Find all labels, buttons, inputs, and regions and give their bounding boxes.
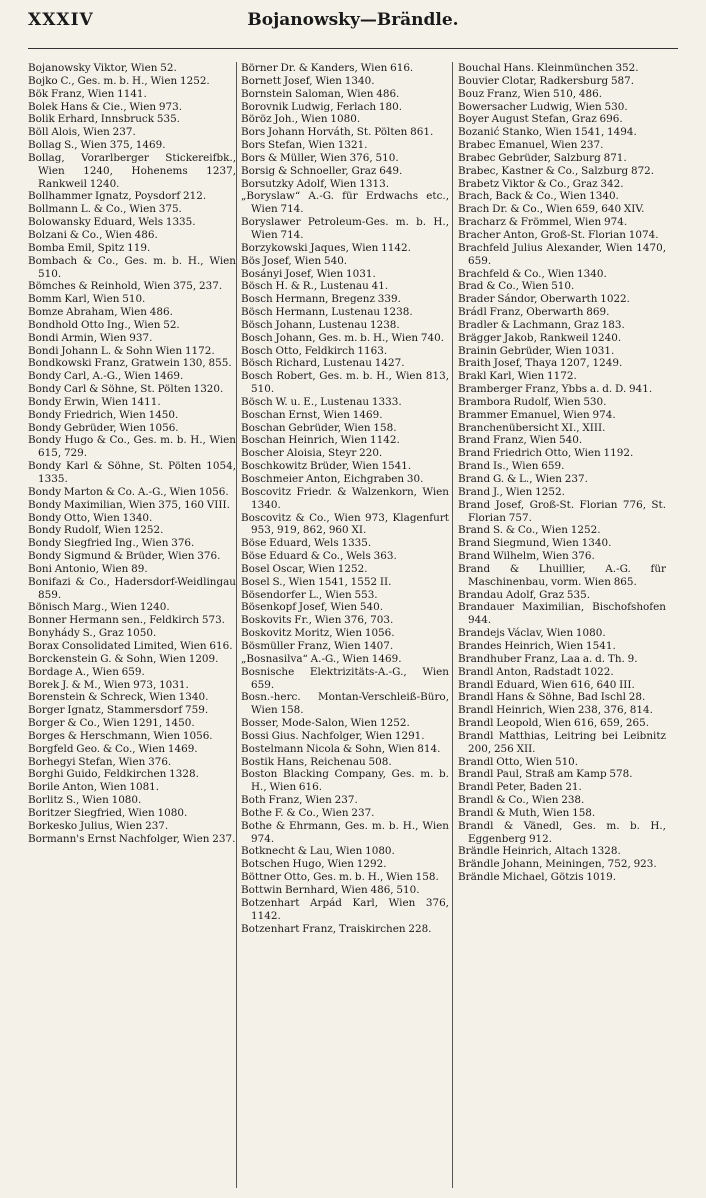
directory-entry: Borsutzky Adolf, Wien 1313. <box>241 177 390 190</box>
directory-entry: Bömches & Reinhold, Wien 375, 237. <box>28 280 223 293</box>
column-2 <box>241 62 449 1188</box>
directory-entry: Borovnik Ludwig, Ferlach 180. <box>241 100 403 113</box>
directory-entry: Bosch Robert, Ges. m. b. H., Wien 813, 510. <box>241 370 449 396</box>
directory-entry: Bottwin Bernhard, Wien 486, 510. <box>241 884 420 896</box>
directory-entry: Borile Anton, Wien 1081. <box>28 781 160 794</box>
directory-entry: Bondy Friedrich, Wien 1450. <box>28 408 179 421</box>
directory-entry: Brandl Anton, Radstadt 1022. <box>458 665 614 678</box>
directory-entry: Borkesko Julius, Wien 237. <box>28 819 169 832</box>
directory-entry: Brandau Adolf, Graz 535. <box>458 588 591 601</box>
directory-entry: Bosel Oscar, Wien 1252. <box>241 562 368 575</box>
column-1 <box>28 62 236 1188</box>
directory-entry: Bornstein Saloman, Wien 486. <box>241 87 400 100</box>
directory-entry: Brandl Paul, Straß am Kamp 578. <box>458 768 633 781</box>
directory-entry: Brammer Emanuel, Wien 974. <box>458 408 616 421</box>
directory-entry: Bönisch Marg., Wien 1240. <box>28 601 170 614</box>
directory-entry: Brandhuber Franz, Laa a. d. Th. 9. <box>458 652 638 665</box>
directory-columns <box>28 62 678 1188</box>
directory-entry: Brakl Karl, Wien 1172. <box>458 370 577 383</box>
directory-entry: Brandl Hans & Söhne, Bad Ischl 28. <box>458 691 646 704</box>
directory-entry: Brand Wilhelm, Wien 376. <box>458 550 595 563</box>
header-rule <box>28 48 678 49</box>
directory-entry: Borlitz S., Wien 1080. <box>28 794 142 807</box>
directory-entry: Brändle Michael, Götzis 1019. <box>458 871 617 884</box>
directory-entry: Boschmeier Anton, Eichgraben 30. <box>241 473 424 485</box>
directory-entry: Bomba Emil, Spitz 119. <box>28 241 151 254</box>
directory-entry: Bouvier Clotar, Radkersburg 587. <box>458 74 635 87</box>
directory-entry: Bostik Hans, Reichenau 508. <box>241 755 392 768</box>
directory-entry: Bolzani & Co., Wien 486. <box>28 228 158 241</box>
directory-entry: Brabec Gebrüder, Salzburg 871. <box>458 151 627 164</box>
directory-entry: Böse Eduard & Co., Wels 363. <box>241 550 397 563</box>
directory-entry: Brand & Lhuillier, A.-G. für Maschinenbau, vorm. Wien 865. <box>458 562 666 588</box>
directory-entry: Boryslawer Petroleum-Ges. m. b. H., Wien 714. <box>241 216 449 241</box>
directory-entry: Brandl Otto, Wien 510. <box>458 755 579 768</box>
directory-entry: Boston Blacking Company, Ges. m. b. H., Wien 616. <box>241 768 449 794</box>
directory-entry: Bösch W. u. E., Lustenau 1333. <box>241 395 402 408</box>
directory-entry: Bojko C., Ges. m. b. H., Wien 1252. <box>28 74 210 87</box>
directory-entry: Bramberger Franz, Ybbs a. d. D. 941. <box>458 383 653 396</box>
directory-entry: Braith Josef, Thaya 1207, 1249. <box>458 357 623 370</box>
directory-entry: Bösch Richard, Lustenau 1427. <box>241 357 405 370</box>
directory-entry: Brandl & Vänedl, Ges. m. b. H., Eggenberg 912. <box>458 819 666 845</box>
directory-entry: Brand J., Wien 1252. <box>458 485 565 498</box>
directory-entry: Brandl & Co., Wien 238. <box>458 794 585 807</box>
directory-entry: Bolik Erhard, Innsbruck 535. <box>28 113 180 126</box>
directory-entry: Brader Sándor, Oberwarth 1022. <box>458 293 630 306</box>
directory-entry: Bösenkopf Josef, Wien 540. <box>241 601 383 614</box>
directory-entry: Bondy Rudolf, Wien 1252. <box>28 524 164 537</box>
directory-entry: Böll Alois, Wien 237. <box>28 126 136 139</box>
directory-entry: Boyer August Stefan, Graz 696. <box>458 113 623 126</box>
directory-entry: Bollmann L. & Co., Wien 375. <box>28 203 182 216</box>
directory-entry: Borsig & Schnoeller, Graz 649. <box>241 164 403 177</box>
directory-entry: Börner Dr. & Kanders, Wien 616. <box>241 62 414 74</box>
directory-entry: Borger Ignatz, Stammersdorf 759. <box>28 704 209 717</box>
directory-entry: Borenstein & Schreck, Wien 1340. <box>28 691 209 704</box>
directory-entry: Boscovitz Friedr. & Walzenkorn, Wien 1340. <box>241 485 449 511</box>
directory-entry: Brand G. & L., Wien 237. <box>458 473 588 485</box>
directory-entry: Boscovitz & Co., Wien 973, Klagenfurt 953, 919, 862, 960 XI. <box>241 511 449 537</box>
directory-entry: Bondi Johann L. & Sohn Wien 1172. <box>28 344 215 357</box>
directory-entry: Brad & Co., Wien 510. <box>458 280 575 293</box>
directory-entry: „Boryslaw“ A.-G. für Erdwachs etc., Wien 714. <box>241 190 449 216</box>
directory-entry: Bondi Armin, Wien 937. <box>28 331 153 344</box>
directory-entry: Boritzer Siegfried, Wien 1080. <box>28 806 188 819</box>
directory-entry: Bors & Müller, Wien 376, 510. <box>241 151 399 164</box>
directory-entry: Bostelmann Nicola & Sohn, Wien 814. <box>241 742 441 755</box>
directory-entry: Branchenübersicht XI., XIII. <box>458 421 606 434</box>
directory-entry: Brabec Emanuel, Wien 237. <box>458 139 604 152</box>
directory-entry: Brandes Heinrich, Wien 1541. <box>458 639 616 652</box>
directory-entry: Bondy Carl, A.-G., Wien 1469. <box>28 370 184 383</box>
directory-entry: Brandl Matthias, Leitring bei Leibnitz 200, 256 XII. <box>458 729 666 755</box>
directory-entry: Bozanić Stanko, Wien 1541, 1494. <box>458 126 637 139</box>
directory-entry: Bös Josef, Wien 540. <box>241 254 348 267</box>
directory-entry: Boscher Aloisia, Steyr 220. <box>241 447 383 460</box>
directory-entry: Borhegyi Stefan, Wien 376. <box>28 755 172 768</box>
directory-entry: Bosser, Mode-Salon, Wien 1252. <box>241 717 410 730</box>
directory-entry: Bosn.-herc. Montan-Verschleiß-Büro, Wien 158. <box>241 691 449 717</box>
directory-entry: Bondy Maximilian, Wien 375, 160 VIII. <box>28 498 230 511</box>
directory-entry: Bondy Siegfried Ing., Wien 376. <box>28 537 195 550</box>
directory-entry: Brabec, Kastner & Co., Salzburg 872. <box>458 164 655 177</box>
directory-entry: Bradler & Lachmann, Graz 183. <box>458 318 625 331</box>
directory-entry: Brand Franz, Wien 540. <box>458 434 583 447</box>
column-3 <box>458 62 666 1188</box>
directory-entry: Botzenhart Franz, Traiskirchen 228. <box>241 922 432 935</box>
directory-entry: Both Franz, Wien 237. <box>241 794 358 807</box>
directory-entry: Boni Antonio, Wien 89. <box>28 562 148 575</box>
directory-entry: Borek J. & M., Wien 973, 1031. <box>28 678 189 691</box>
directory-entry: Botknecht & Lau, Wien 1080. <box>241 845 395 858</box>
directory-entry: Bonyhády S., Graz 1050. <box>28 627 157 640</box>
directory-entry: Bondy Marton & Co. A.-G., Wien 1056. <box>28 485 229 498</box>
directory-entry: Bollhammer Ignatz, Poysdorf 212. <box>28 190 207 203</box>
directory-entry: Bombach & Co., Ges. m. b. H., Wien 510. <box>28 254 236 280</box>
directory-entry: Bosányi Josef, Wien 1031. <box>241 267 376 280</box>
directory-entry: Boschan Ernst, Wien 1469. <box>241 408 383 421</box>
directory-entry: Bomze Abraham, Wien 486. <box>28 306 173 319</box>
directory-entry: Böttner Otto, Ges. m. b. H., Wien 158. <box>241 871 439 884</box>
running-head: Bojanowsky—Brändle. <box>247 10 459 30</box>
directory-entry: Boschkowitz Brüder, Wien 1541. <box>241 460 412 473</box>
directory-entry: Bösmüller Franz, Wien 1407. <box>241 639 394 652</box>
directory-entry: Böröz Joh., Wien 1080. <box>241 113 361 126</box>
directory-entry: Brandl Leopold, Wien 616, 659, 265. <box>458 717 650 730</box>
directory-entry: Bordage A., Wien 659. <box>28 665 145 678</box>
directory-entry: Bracher Anton, Groß-St. Florian 1074. <box>458 228 659 241</box>
directory-entry: Brainin Gebrüder, Wien 1031. <box>458 344 615 357</box>
directory-entry: Bök Franz, Wien 1141. <box>28 87 147 100</box>
directory-entry: Bondy Erwin, Wien 1411. <box>28 395 161 408</box>
directory-entry: Brandl Peter, Baden 21. <box>458 781 582 794</box>
directory-entry: Bondy Hugo & Co., Ges. m. b. H., Wien 615, 729. <box>28 434 236 460</box>
directory-entry: Bosch Hermann, Bregenz 339. <box>241 293 401 306</box>
directory-entry: Bondkowski Franz, Gratwein 130, 855. <box>28 357 232 370</box>
directory-entry: Boschan Heinrich, Wien 1142. <box>241 434 400 447</box>
directory-entry: Bonifazi & Co., Hadersdorf-Weidlingau 859. <box>28 575 236 601</box>
directory-entry: Bouz Franz, Wien 510, 486. <box>458 87 603 100</box>
directory-entry: Brandauer Maximilian, Bischofshofen 944. <box>458 601 666 627</box>
directory-entry: Bors Johann Horváth, St. Pölten 861. <box>241 126 434 139</box>
directory-entry: Bonner Hermann sen., Feldkirch 573. <box>28 614 225 627</box>
directory-entry: Bomm Karl, Wien 510. <box>28 293 146 306</box>
directory-entry: Bouchal Hans. Kleinmünchen 352. <box>458 62 639 74</box>
directory-entry: Bosch Otto, Feldkirch 1163. <box>241 344 388 357</box>
directory-entry: Borgfeld Geo. & Co., Wien 1469. <box>28 742 198 755</box>
directory-entry: Brabetz Viktor & Co., Graz 342. <box>458 177 624 190</box>
directory-entry: Bors Stefan, Wien 1321. <box>241 139 368 152</box>
directory-entry: Borax Consolidated Limited, Wien 616. <box>28 639 233 652</box>
directory-entry: Bondhold Otto Ing., Wien 52. <box>28 318 180 331</box>
directory-entry: Brandl Heinrich, Wien 238, 376, 814. <box>458 704 653 717</box>
directory-entry: Botzenhart Arpád Karl, Wien 376, 1142. <box>241 896 449 922</box>
directory-entry: Boschan Gebrüder, Wien 158. <box>241 421 397 434</box>
directory-entry: Bosch Johann, Ges. m. b. H., Wien 740. <box>241 331 445 344</box>
directory-entry: Bolowansky Eduard, Wels 1335. <box>28 216 196 229</box>
directory-entry: Brandejs Václav, Wien 1080. <box>458 627 606 640</box>
directory-entry: Bosel S., Wien 1541, 1552 II. <box>241 575 392 588</box>
directory-entry: Brand Josef, Groß-St. Florian 776, St. Florian 757. <box>458 498 666 524</box>
directory-entry: Brachfeld Julius Alexander, Wien 1470, 659. <box>458 241 666 267</box>
directory-entry: Bösendorfer L., Wien 553. <box>241 588 378 601</box>
directory-entry: Brand Siegmund, Wien 1340. <box>458 537 612 550</box>
directory-entry: Bondy Otto, Wien 1340. <box>28 511 153 524</box>
directory-entry: Brach, Back & Co., Wien 1340. <box>458 190 619 203</box>
directory-entry: Bondy Sigmund & Brüder, Wien 376. <box>28 550 221 563</box>
directory-entry: Brandl & Muth, Wien 158. <box>458 806 596 819</box>
directory-entry: Bowersacher Ludwig, Wien 530. <box>458 100 628 113</box>
directory-entry: Bothe & Ehrmann, Ges. m. b. H., Wien 974. <box>241 819 449 845</box>
directory-entry: Boskovits Fr., Wien 376, 703. <box>241 614 394 627</box>
directory-entry: Brandl Eduard, Wien 616, 640 III. <box>458 678 635 691</box>
directory-entry: Bollag S., Wien 375, 1469. <box>28 139 166 152</box>
directory-entry: Brádl Franz, Oberwarth 869. <box>458 306 610 319</box>
directory-entry: Brand Is., Wien 659. <box>458 460 565 473</box>
directory-entry: Boskovitz Moritz, Wien 1056. <box>241 627 395 640</box>
directory-entry: Brändle Johann, Meiningen, 752, 923. <box>458 858 657 871</box>
directory-entry: Bothe F. & Co., Wien 237. <box>241 806 375 819</box>
directory-entry: Brand Friedrich Otto, Wien 1192. <box>458 447 634 460</box>
directory-entry: Brägger Jakob, Rankweil 1240. <box>458 331 622 344</box>
page-header <box>28 10 678 36</box>
directory-entry: Borzykowski Jaques, Wien 1142. <box>241 241 411 254</box>
directory-entry: Bolek Hans & Cie., Wien 973. <box>28 100 183 113</box>
directory-entry: Bracharz & Frömmel, Wien 974. <box>458 216 628 229</box>
directory-entry: Borghi Guido, Feldkirchen 1328. <box>28 768 199 781</box>
directory-entry: Bösch Hermann, Lustenau 1238. <box>241 306 413 319</box>
directory-entry: Bösch Johann, Lustenau 1238. <box>241 318 400 331</box>
directory-entry: Botschen Hugo, Wien 1292. <box>241 858 387 871</box>
directory-entry: Brachfeld & Co., Wien 1340. <box>458 267 607 280</box>
directory-entry: Bornett Josef, Wien 1340. <box>241 74 375 87</box>
directory-entry: Böse Eduard, Wels 1335. <box>241 537 372 550</box>
directory-entry: Bondy Karl & Söhne, St. Pölten 1054, 1335. <box>28 460 236 485</box>
directory-entry: Bojanowsky Viktor, Wien 52. <box>28 62 177 74</box>
directory-entry: Bosnische Elektrizitäts-A.-G., Wien 659. <box>241 665 449 691</box>
page-number: XXXIV <box>28 10 94 30</box>
directory-entry: „Bosnasilva“ A.-G., Wien 1469. <box>241 652 402 665</box>
directory-entry: Brand S. & Co., Wien 1252. <box>458 524 601 537</box>
directory-entry: Bormann's Ernst Nachfolger, Wien 237. <box>28 832 236 845</box>
directory-entry: Brändle Heinrich, Altach 1328. <box>458 845 621 858</box>
directory-entry: Borger & Co., Wien 1291, 1450. <box>28 717 195 730</box>
directory-entry: Brambora Rudolf, Wien 530. <box>458 395 607 408</box>
directory-entry: Brach Dr. & Co., Wien 659, 640 XIV. <box>458 203 645 216</box>
directory-entry: Bösch H. & R., Lustenau 41. <box>241 280 389 293</box>
directory-entry: Borges & Herschmann, Wien 1056. <box>28 729 213 742</box>
directory-entry: Bollag, Vorarlberger Stickereifbk., Wien 1240, Hohenems 1237, Rankweil 1240. <box>28 151 236 190</box>
directory-entry: Borckenstein G. & Sohn, Wien 1209. <box>28 652 219 665</box>
directory-entry: Bondy Carl & Söhne, St. Pölten 1320. <box>28 383 224 396</box>
directory-entry: Bossi Gius. Nachfolger, Wien 1291. <box>241 729 425 742</box>
directory-entry: Bondy Gebrüder, Wien 1056. <box>28 421 179 434</box>
